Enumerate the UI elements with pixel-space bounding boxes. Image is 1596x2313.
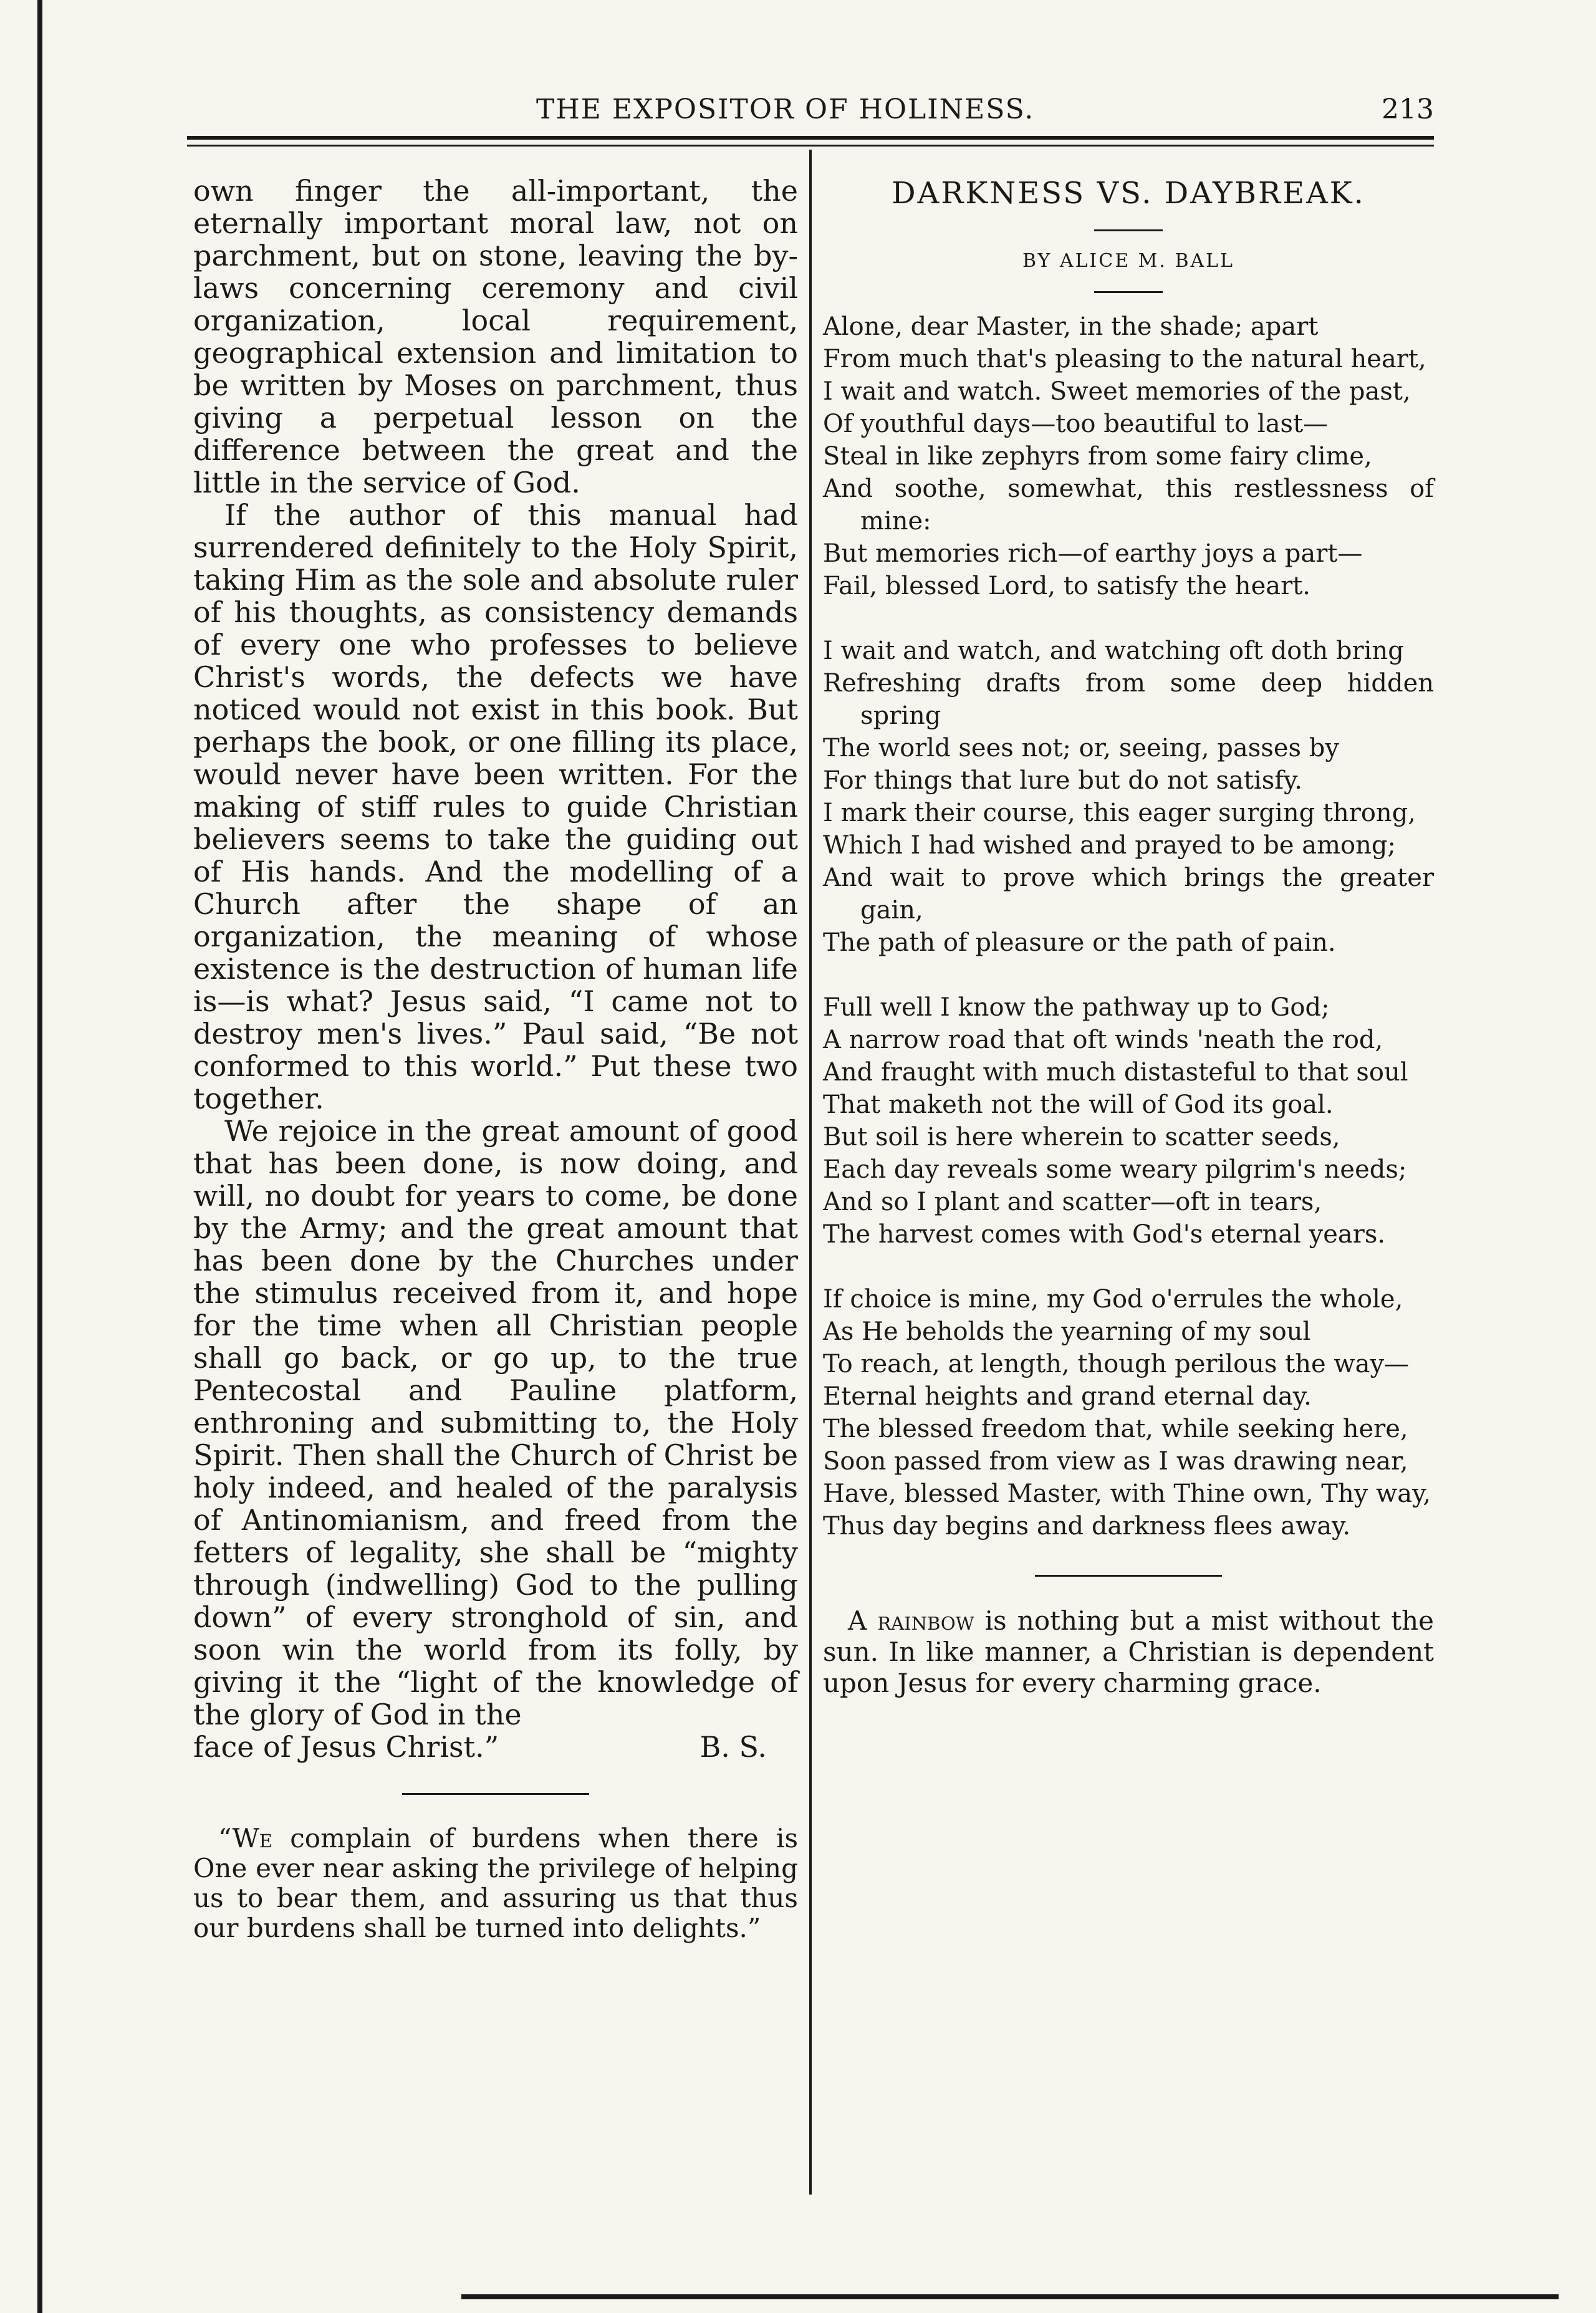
quote-lead: “We	[218, 1823, 272, 1854]
poem-line: If choice is mine, my God o'errules the whole,	[823, 1285, 1403, 1314]
poem-line: A narrow road that oft winds 'neath the rod,	[823, 1026, 1383, 1054]
poem-line: And wait to prove which brings the greater gain,	[823, 863, 1434, 925]
binding-edge	[37, 0, 42, 2313]
poem-line: I wait and watch. Sweet memories of the past,	[823, 377, 1411, 406]
poem-line: From much that's pleasing to the natural heart,	[823, 345, 1426, 373]
poem-line: Fail, blessed Lord, to satisfy the heart.	[823, 572, 1310, 600]
poem-line: Refreshing drafts from some deep hidden spring	[823, 669, 1434, 730]
poem-line: Which I had wished and prayed to be among;	[823, 831, 1396, 860]
poem-line: Full well I know the pathway up to God;	[823, 993, 1330, 1022]
poem-line: The blessed freedom that, while seeking here,	[823, 1415, 1408, 1443]
poem-line: The path of pleasure or the path of pain.	[823, 928, 1336, 957]
poem-line: Each day reveals some weary pilgrim's needs;	[823, 1155, 1407, 1184]
quote-text: complain of burdens when there is One ever near asking the privilege of helping us to bear them, and assuring us that thus our burdens shall be turned into delights.”	[193, 1823, 798, 1943]
poem-stanza-3	[823, 991, 1434, 1251]
column-divider	[809, 150, 812, 2195]
article-paragraph: We rejoice in the great amount of good that has been done, is now doing, and will, no doubt for years to come, be done by the Army; and the great amount that has been done by the Churches under the stimulus received from it, and hope for the time when all Christian people shall go back, or go up, to the true Pentecostal and Pauline platform, enthroning and submitting to, the Holy Spirit. Then shall the Church of Christ be holy indeed, and healed of the paralysis of Antinomianism, and freed from the fetters of legality, she shall be “mighty through (indwelling) God to the pulling down” of every stronghold of sin, and soon win the world from its folly, by giving it the “light of the knowledge of the glory of God in the	[193, 1114, 798, 1731]
note-text: is nothing but a mist without the sun. In like manner, a Christian is dependent upon Jesus for every charming grace.	[823, 1605, 1434, 1698]
poem-line: That maketh not the will of God its goal.	[823, 1090, 1334, 1119]
poem-line: Alone, dear Master, in the shade; apart	[823, 312, 1319, 341]
header-rule-thin	[187, 145, 1434, 147]
left-column	[193, 175, 798, 1943]
page-number: 213	[1382, 94, 1434, 125]
poem-byline: BY ALICE M. BALL	[1022, 250, 1235, 272]
poem-line: I mark their course, this eager surging throng,	[823, 799, 1416, 827]
poem-line: Steal in like zephyrs from some fairy clime,	[823, 442, 1372, 471]
poem-line: But memories rich—of earthy joys a part—	[823, 539, 1363, 568]
article-paragraph: If the author of this manual had surrendered definitely to the Holy Spirit, taking Him as the sole and absolute ruler of his thoughts, as consistency demands of every one who professes to believe Christ's words, the defects we have noticed would not exist in this book. But perhaps the book, or one filling its place, would never have been written. For the making of stiff rules to guide Christian believers seems to take the guiding out of His hands. And the modelling of a Church after the shape of an organization, the meaning of whose existence is the destruction of human life is—is what? Jesus said, “I came not to destroy men's lives.” Paul said, “Be not conformed to this world.” Put these two together.	[193, 498, 798, 1115]
section-rule	[402, 1793, 589, 1795]
running-title: THE EXPOSITOR OF HOLINESS.	[536, 94, 1035, 125]
poem-title: DARKNESS VS. DAYBREAK.	[892, 176, 1365, 211]
note-lead: A rainbow	[848, 1605, 974, 1636]
signature: B. S.	[699, 1730, 767, 1764]
title-rule	[1094, 229, 1163, 231]
poem-line: Have, blessed Master, with Thine own, Thy way,	[823, 1479, 1431, 1508]
running-head	[187, 94, 1434, 131]
poem-line: And soothe, somewhat, this restlessness of mine:	[823, 474, 1434, 536]
poem-line: Of youthful days—too beautiful to last—	[823, 410, 1329, 438]
burdens-quote	[193, 1824, 798, 1943]
poem-line: Eternal heights and grand eternal day.	[823, 1382, 1312, 1411]
closing-line: face of Jesus Christ.”	[193, 1730, 499, 1764]
poem-stanza-2	[823, 635, 1434, 959]
article-paragraph: own finger the all-important, the eternally important moral law, not on parchment, but on stone, leaving the by-laws concerning ceremony and civil organization, local requirement, geographical extension and limitation to be written by Moses on parchment, thus giving a perpetual lesson on the difference between the great and the little in the service of God.	[193, 174, 798, 499]
poem-line: But soil is here wherein to scatter seeds,	[823, 1123, 1340, 1152]
rainbow-note	[823, 1605, 1434, 1699]
poem-line: The world sees not; or, seeing, passes by	[823, 734, 1339, 762]
poem-line: Thus day begins and darkness flees away.	[823, 1512, 1351, 1541]
signature-line	[193, 1731, 798, 1763]
bottom-rule	[461, 2294, 1559, 2299]
poem-line: Soon passed from view as I was drawing near,	[823, 1447, 1408, 1476]
byline-rule	[1094, 291, 1163, 293]
poem-line: To reach, at length, though perilous the way—	[823, 1350, 1410, 1378]
poem-line: The harvest comes with God's eternal years.	[823, 1220, 1386, 1249]
poem-line: For things that lure but do not satisfy.	[823, 766, 1303, 795]
poem-line: And fraught with much distasteful to that soul	[823, 1058, 1408, 1087]
right-column	[823, 175, 1434, 1699]
poem-stanza-1	[823, 310, 1434, 602]
poem-line: I wait and watch, and watching oft doth bring	[823, 637, 1404, 665]
poem-line: And so I plant and scatter—oft in tears,	[823, 1188, 1322, 1216]
header-rule	[187, 136, 1434, 140]
poem-line: As He beholds the yearning of my soul	[823, 1317, 1311, 1346]
section-rule	[1035, 1575, 1222, 1577]
poem-stanza-4	[823, 1283, 1434, 1542]
